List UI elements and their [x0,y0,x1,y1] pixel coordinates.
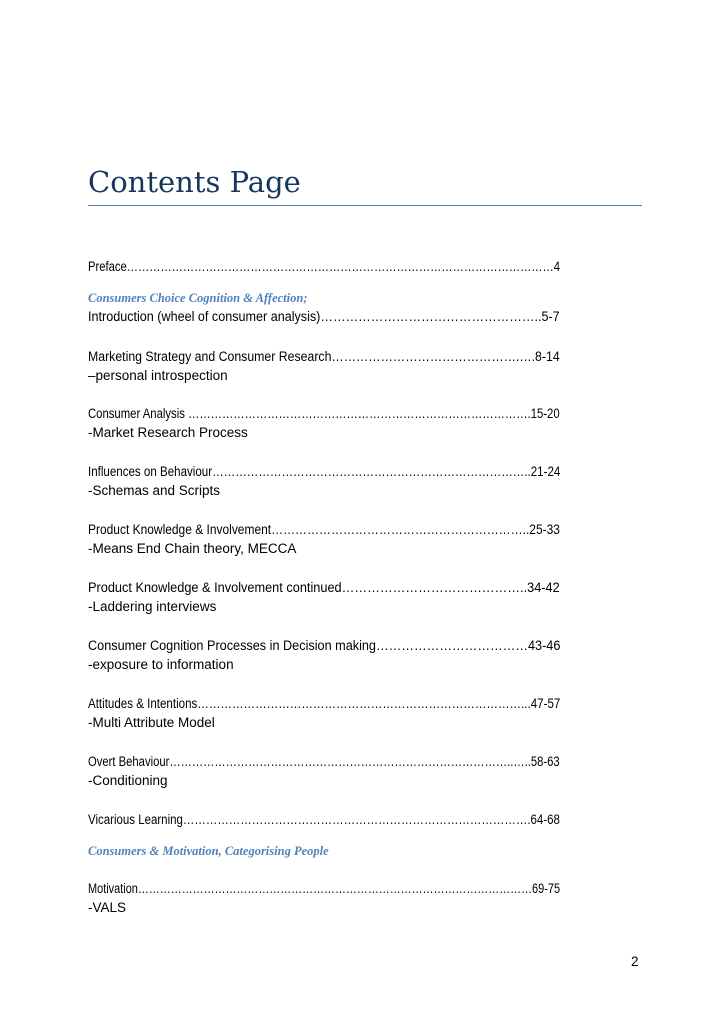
section-heading-choice: Consumers Choice Cognition & Affection; [88,291,308,305]
toc-entry-attitudes: Attitudes & Intentions…………………………………………………………………………...47-57 [88,696,561,711]
toc-subentry: -VALS [88,900,127,915]
toc-entry-preface: Preface……………………………………………………………………………………………………4 [88,259,561,274]
page-number: 2 [631,954,639,969]
toc-entry-cognition-processes: Consumer Cognition Processes in Decision making………………………………43-46 [88,638,561,653]
toc-entry-introduction: Introduction (wheel of consumer analysis)……………………………………………..5-7 [88,309,560,324]
toc-entry-product-knowledge-continued: Product Knowledge & Involvement continued……………………………………..34-42 [88,580,560,595]
toc-entry-vicarious-learning: Vicarious Learning……………………………………………………………………………….64-68 [88,812,560,827]
toc-subentry: -exposure to information [88,657,234,672]
toc-subentry: -Market Research Process [88,425,248,440]
toc-subentry: –personal introspection [88,368,228,383]
toc-entry-influences: Influences on Behaviour………………………………………………………………………..21-24 [88,464,561,479]
page-title: Contents Page [88,165,301,199]
toc-entry-product-knowledge: Product Knowledge & Involvement………………………………………………………..25-33 [88,522,560,537]
toc-subentry: -Multi Attribute Model [88,715,215,730]
toc-entry-consumer-analysis: Consumer Analysis ……………………………………………………………………………….15-20 [88,406,560,421]
toc-entry-motivation: Motivation………………………………………………………………………………………………69-75 [88,881,561,896]
toc-entry-marketing-strategy: Marketing Strategy and Consumer Research……………………………………….….8-14 [88,349,560,364]
toc-subentry: -Schemas and Scripts [88,483,221,498]
toc-subentry: -Conditioning [88,773,168,788]
toc-entry-overt-behaviour: Overt Behaviour………………………………………………………………………………..…..58-63 [88,754,560,769]
toc-subentry: -Means End Chain theory, MECCA [88,541,297,556]
section-heading-motivation: Consumers & Motivation, Categorising People [88,844,329,858]
toc-subentry: -Laddering interviews [88,599,217,614]
title-underline [88,205,642,206]
